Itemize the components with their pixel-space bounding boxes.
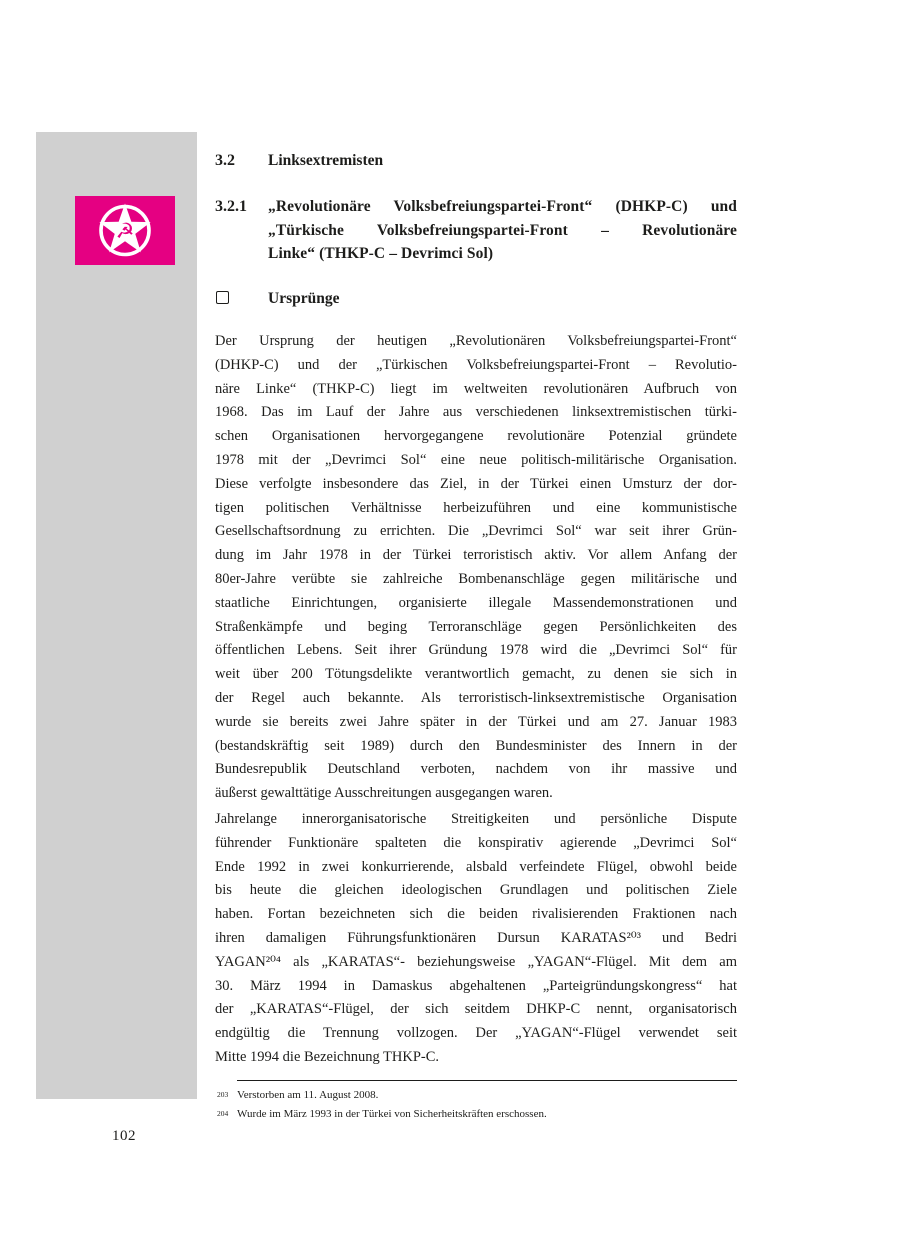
paragraph-origins <box>215 330 737 806</box>
footnote <box>215 1105 737 1124</box>
footnote-rule <box>237 1080 737 1081</box>
text-line: dung im Jahr 1978 in der Türkei terroristisch aktiv. Vor allem Anfang der <box>215 547 737 564</box>
footnote-text: Wurde im März 1993 in der Türkei von Sicherheitskräften erschossen. <box>237 1107 547 1120</box>
text-line: schen Organisationen hervorgegangene revolutionäre Potenzial gründete <box>215 428 737 445</box>
text-line: (DHKP-C) und der „Türkischen Volksbefreiungspartei-Front – Revolutio- <box>215 356 737 373</box>
text-line: näre Linke“ (THKP-C) liegt im weltweiten revolutionären Aufbruch von <box>215 380 737 397</box>
footnote-marker: 203 <box>217 1090 229 1099</box>
text-line: Gesellschaftsordnung zu errichten. Die „Devrimci Sol“ war seit ihrer Grün- <box>215 523 737 540</box>
text-line: Mitte 1994 die Bezeichnung THKP-C. <box>215 1048 440 1065</box>
page-number: 102 <box>112 1128 136 1144</box>
text-line: (bestandskräftig seit 1989) durch den Bundesminister des Innern in der <box>215 737 737 754</box>
text-line: Der Ursprung der heutigen „Revolutionären Volksbefreiungspartei-Front“ <box>215 333 737 349</box>
text-line: öffentlichen Lebens. Seit ihrer Gründung 1978 wird die „Devrimci Sol“ für <box>215 642 737 659</box>
section-title: Linksextremisten <box>268 152 384 169</box>
text-line: Ende 1992 in zwei konkurrierende, alsbald verfeindete Flügel, obwohl beide <box>215 858 737 875</box>
subsection-title <box>268 195 737 266</box>
text-line: „Türkische Volksbefreiungspartei-Front – Revolutionäre <box>268 221 737 239</box>
text-line: tigen politischen Verhältnisse herbeizuführen und eine kommunistische <box>215 499 737 516</box>
text-line: Linke“ (THKP-C – Devrimci Sol) <box>268 245 494 262</box>
text-line: der „KARATAS“-Flügel, der sich seitdem DHKP-C nennt, organisatorisch <box>215 1001 737 1018</box>
text-line: haben. Fortan bezeichneten sich die beiden rivalisierenden Fraktionen nach <box>215 906 737 923</box>
text-line: Jahrelange innerorganisatorische Streitigkeiten und persönliche Dispute <box>215 811 737 827</box>
dhkp-c-flag-logo <box>75 196 175 265</box>
subsection-number: 3.2.1 <box>215 198 247 215</box>
footnote-text: Verstorben am 11. August 2008. <box>237 1089 379 1101</box>
text-line: 1978 mit der „Devrimci Sol“ eine neue politisch-militärische Organisation. <box>215 451 737 468</box>
footnote <box>215 1086 737 1105</box>
text-line: Straßenkämpfe und beging Terroranschläge gegen Persönlichkeiten des <box>215 618 737 635</box>
text-line: bis heute die gleichen ideologischen Grundlagen und politischen Ziele <box>215 882 737 899</box>
bullet-heading <box>215 287 737 311</box>
text-line: staatliche Einrichtungen, organisierte illegale Massendemonstrationen und <box>215 594 737 611</box>
text-line: der Regel auch bekannte. Als terroristisch-linksextremistische Organisation <box>215 689 737 706</box>
text-line: endgültig die Trennung vollzogen. Der „YAGAN“-Flügel verwendet seit <box>215 1025 737 1042</box>
text-line: wurde sie bereits zwei Jahre später in der Türkei und am 27. Januar 1983 <box>215 713 737 730</box>
text-line: „Revolutionäre Volksbefreiungspartei-Front“ (DHKP-C) und <box>268 198 737 215</box>
footnote-marker: 204 <box>217 1108 229 1118</box>
section-heading <box>215 149 737 173</box>
text-line: Diese verfolgte insbesondere das Ziel, in der Türkei einen Umsturz der dor- <box>215 475 737 492</box>
text-line: YAGAN²⁰⁴ als „KARATAS“- beziehungsweise „YAGAN“-Flügel. Mit dem am <box>215 953 737 970</box>
paragraph-split <box>215 808 737 1070</box>
text-line: äußerst gewalttätige Ausschreitungen ausgegangen waren. <box>215 785 553 802</box>
footnotes-block <box>215 1086 737 1123</box>
text-line: ihren damaligen Führungsfunktionären Dursun KARATAS²⁰³ und Bedri <box>215 929 737 946</box>
square-bullet-icon <box>216 291 229 304</box>
text-line: 80er-Jahre verübte sie zahlreiche Bombenanschläge gegen militärische und <box>215 570 737 587</box>
text-line: 1968. Das im Lauf der Jahre aus verschiedenen linksextremistischen türki- <box>215 404 737 421</box>
text-line: Bundesrepublik Deutschland verboten, nachdem von ihr massive und <box>215 761 737 778</box>
subsection-heading <box>215 195 737 266</box>
sidebar-gray-bar <box>36 132 197 1099</box>
bullet-title: Ursprünge <box>268 290 340 307</box>
hammer-sickle-icon: ☭ <box>115 219 135 243</box>
text-line: führender Funktionäre spalteten die konspirativ agierende „Devrimci Sol“ <box>215 834 737 851</box>
text-line: 30. März 1994 in Damaskus abgehaltenen „Parteigründungskongress“ hat <box>215 977 737 994</box>
text-line: weit über 200 Tötungsdelikte verantwortlich gemacht, zu denen sie sich in <box>215 666 737 683</box>
section-number: 3.2 <box>215 152 235 169</box>
